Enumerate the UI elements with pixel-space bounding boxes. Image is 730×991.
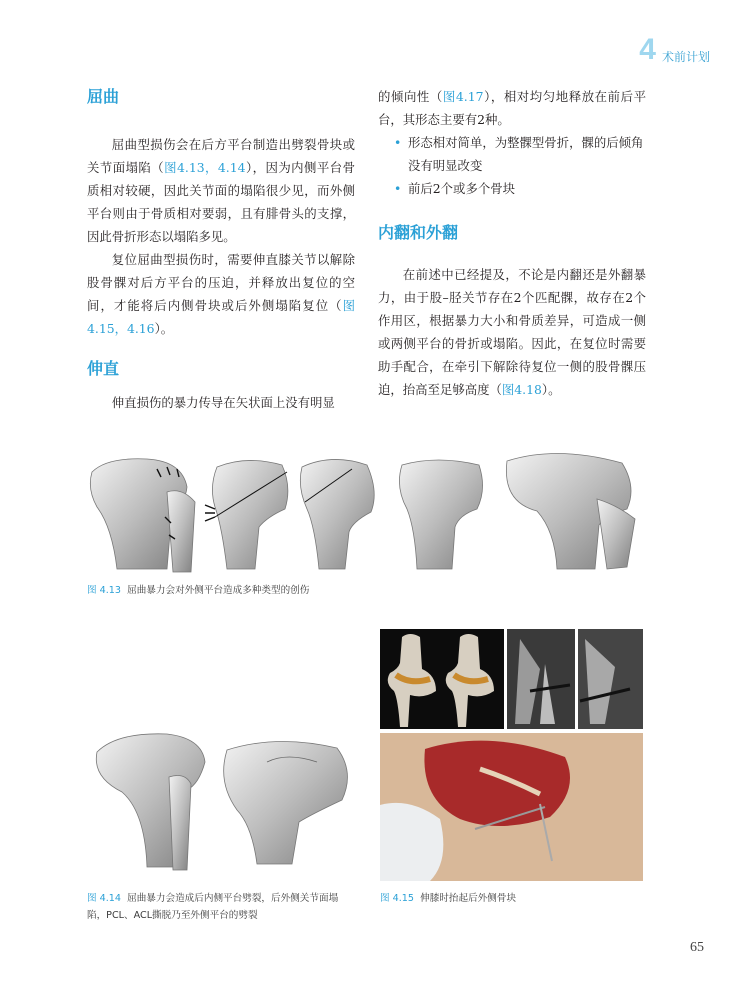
list-item: • 形态相对简单，为整髁型骨折，髁的后倾角没有明显改变	[394, 131, 646, 177]
figure-4-13-image	[87, 447, 642, 577]
figure-4-14-image	[87, 722, 362, 872]
chapter-header	[639, 33, 710, 66]
chapter-title: 术前计划	[661, 50, 710, 64]
caption-label: 图 4.14	[87, 893, 122, 904]
figure-ref[interactable]: 图4.15，4.16	[87, 298, 355, 336]
extension-continued: 的倾向性（图4.17），相对均匀地释放在前后平台，其形态主要有2种。	[378, 89, 647, 127]
list-item: • 前后2个或多个骨块	[394, 177, 646, 200]
extension-paragraph: 伸直损伤的暴力传导在矢状面上没有明显	[111, 395, 335, 410]
figure-4-14-caption: 图 4.14 屈曲暴力会造成后内侧平台劈裂，后外侧关节面塌陷，PCL、ACL撕脱乃至外侧平台的劈裂	[87, 893, 339, 921]
figure-ref[interactable]: 图4.18	[501, 382, 542, 397]
flexion-paragraph-1: 屈曲型损伤会在后方平台制造出劈裂骨块或关节面塌陷（图4.13，4.14），因为内侧平台骨质相对较硬，因此关节面的塌陷很少见，而外侧平台则由于骨质相对要弱，且有腓骨头的支撑，因此骨折形态以塌陷多见。	[87, 137, 355, 244]
varus-valgus-heading: 内翻和外翻	[378, 223, 459, 242]
caption-label: 图 4.15	[380, 893, 415, 904]
flexion-heading: 屈曲	[87, 87, 120, 106]
extension-heading: 伸直	[87, 359, 120, 378]
bullet-icon: •	[394, 181, 402, 196]
page-number: 65	[690, 940, 704, 955]
figure-4-13-caption: 图 4.13 屈曲暴力会对外侧平台造成多种类型的创伤	[87, 585, 310, 596]
figure-ref[interactable]: 图4.17	[442, 89, 484, 104]
bullet-icon: •	[394, 135, 402, 150]
figure-4-15-caption: 图 4.15 伸膝时抬起后外侧骨块	[380, 893, 517, 904]
varus-valgus-paragraph: 在前述中已经提及，不论是内翻还是外翻暴力，由于股–胫关节存在2个匹配髁，故存在2个作用区，根据暴力大小和骨质差异，可造成一侧或两侧平台的骨折或塌陷。因此，在复位时需要助手配合，在牵引下解除待复位一侧的股骨髁压迫，抬高至足够高度（图4.18）。	[378, 267, 646, 397]
left-column	[87, 84, 355, 414]
extension-bullet-list	[378, 131, 646, 200]
caption-label: 图 4.13	[87, 585, 122, 596]
flexion-paragraph-2: 复位屈曲型损伤时，需要伸直膝关节以解除股骨髁对后方平台的压迫，并释放出复位的空间，才能将后内侧骨块或后外侧塌陷复位（图4.15，4.16）。	[87, 252, 355, 336]
chapter-number: 4	[639, 33, 656, 66]
right-column	[378, 85, 646, 401]
figure-4-15-image	[380, 629, 643, 881]
figure-ref[interactable]: 图4.13，4.14	[164, 160, 246, 175]
